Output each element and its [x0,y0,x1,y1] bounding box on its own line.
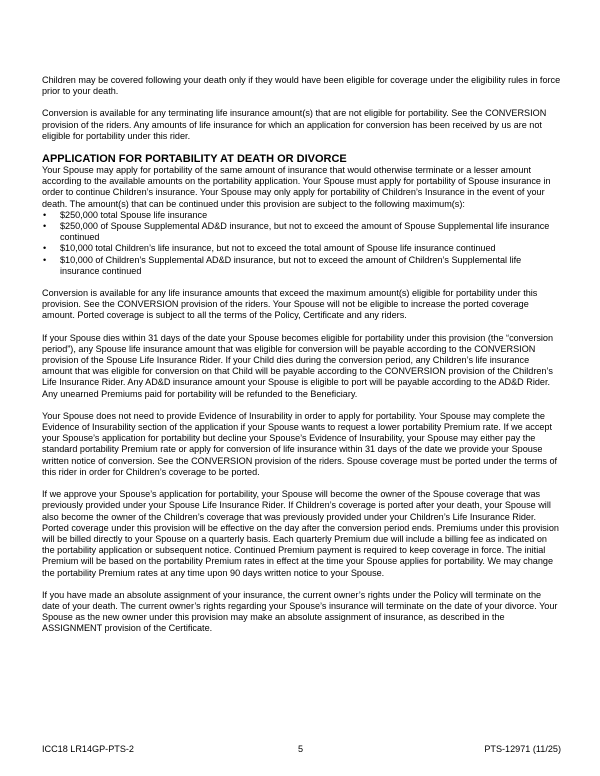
paragraph-children-coverage: Children may be covered following your death only if they would have been eligible for coverage under the eligibility rules in force prior to your death. [42,75,561,97]
paragraph-assignment: If you have made an absolute assignment of your insurance, the current owner’s rights under the Policy will terminate on the date of your death. The current owner’s rights regarding your Spouse’s insurance will terminate on the date of your divorce. Your Spouse as the new owner under this provision may make an absolute assignment of insurance, as described in the ASSIGNMENT provision of the Certificate. [42,589,558,634]
list-item: • $250,000 of Spouse Supplemental AD&D insurance, but not to exceed the amount of Spouse Supplemental life insurance continued [42,221,561,243]
list-item: • $10,000 total Children’s life insurance, but not to exceed the total amount of Spouse life insurance continued [42,243,561,254]
paragraph-approval-ownership: If we approve your Spouse’s application for portability, your Spouse will become the owner of the Spouse coverage that was previously provided under your Spouse Life Insurance Rider. If Children’s coverage is ported after your death, your Spouse will also become the owner of the Children’s coverage that was previously provided under your Children’s Life Insurance Rider. Ported coverage under this provision will be effective on the day after the conversion period ends. Premiums under this provision will be billed directly to your Spouse on a quarterly basis. Each quarterly Premium due will include a billing fee as indicated on the portability application or subsequent notice. Continued Premium payment is required to keep coverage in force. The initial Premium will be based on the portability Premium rates in effect at the time your Spouse applies for portability. We may change the portability Premium rates at any time upon 90 days written notice to your Spouse. [42,489,559,578]
list-item: • $10,000 of Children’s Supplemental AD&D insurance, but not to exceed the amount of Children’s Supplemental life insurance continued [42,255,561,277]
maximums-list [42,210,561,277]
paragraph-evidence-of-insurability: Your Spouse does not need to provide Evidence of Insurability in order to apply for portability. Your Spouse may complete the Evidence of Insurability section of the application if your Spouse wants to request a lower portability Premium rate. If we accept your Spouse’s application for portability but decline your Spouse’s Evidence of Insurability, your Spouse may either pay the standard portability Premium rate or apply for conversion of life insurance within 31 days of the date we provide your Spouse written notice of conversion. See the CONVERSION provision of the riders. Spouse coverage must be ported under the terms of this rider in order for Children’s coverage to be ported. [42,410,558,477]
section-heading: APPLICATION FOR PORTABILITY AT DEATH OR DIVORCE [42,153,347,166]
form-number: ICC18 LR14GP-PTS-2 [42,744,134,754]
paragraph-spouse-death-period: If your Spouse dies within 31 days of the date your Spouse becomes eligible for portability under this provision (the “conversion period”), any Spouse life insurance amount that was eligible for conversion will be payable according to the CONVERSION provision of the Spouse Life Insurance Rider. If your Child dies during the conversion period, any Children’s life insurance amount that was eligible for conversion on that Child will be payable according to the CONVERSION provision of the Children’s Life Insurance Rider. Any AD&D insurance amount your Spouse is eligible to port will be payable according to the AD&D Rider. Any unearned Premiums paid for portability will be refunded to the Beneficiary. [42,332,554,399]
paragraph-excess-conversion: Conversion is available for any life insurance amounts that exceed the maximum amount(s) eligible for portability under this provision. See the CONVERSION provision of the riders. Your Spouse will not be eligible to increase the ported coverage amount. Ported coverage is subject to all the terms of the Policy, Certificate and any riders. [42,288,538,321]
document-code: PTS-12971 (11/25) [484,744,561,754]
section-intro: Your Spouse may apply for portability of the same amount of insurance that would otherwise terminate or a lesser amount according to the available amounts on the portability application. Your Spouse must apply for portability of Spouse insurance in order to continue Children’s insurance. Your Spouse may only apply for portability of Children’s Insurance in the event of your death. The amount(s) that can be continued under this provision are subject to the following maximum(s): [42,165,551,209]
paragraph-conversion-availability: Conversion is available for any terminating life insurance amount(s) that are not eligible for portability. See the CONVERSION provision of the riders. Any amounts of life insurance for which an application for conversion has been received by us are not eligible for portability under this rider. [42,108,547,141]
page-number: 5 [298,744,304,754]
list-item: • $250,000 total Spouse life insurance [42,210,561,221]
document-page [42,75,561,646]
